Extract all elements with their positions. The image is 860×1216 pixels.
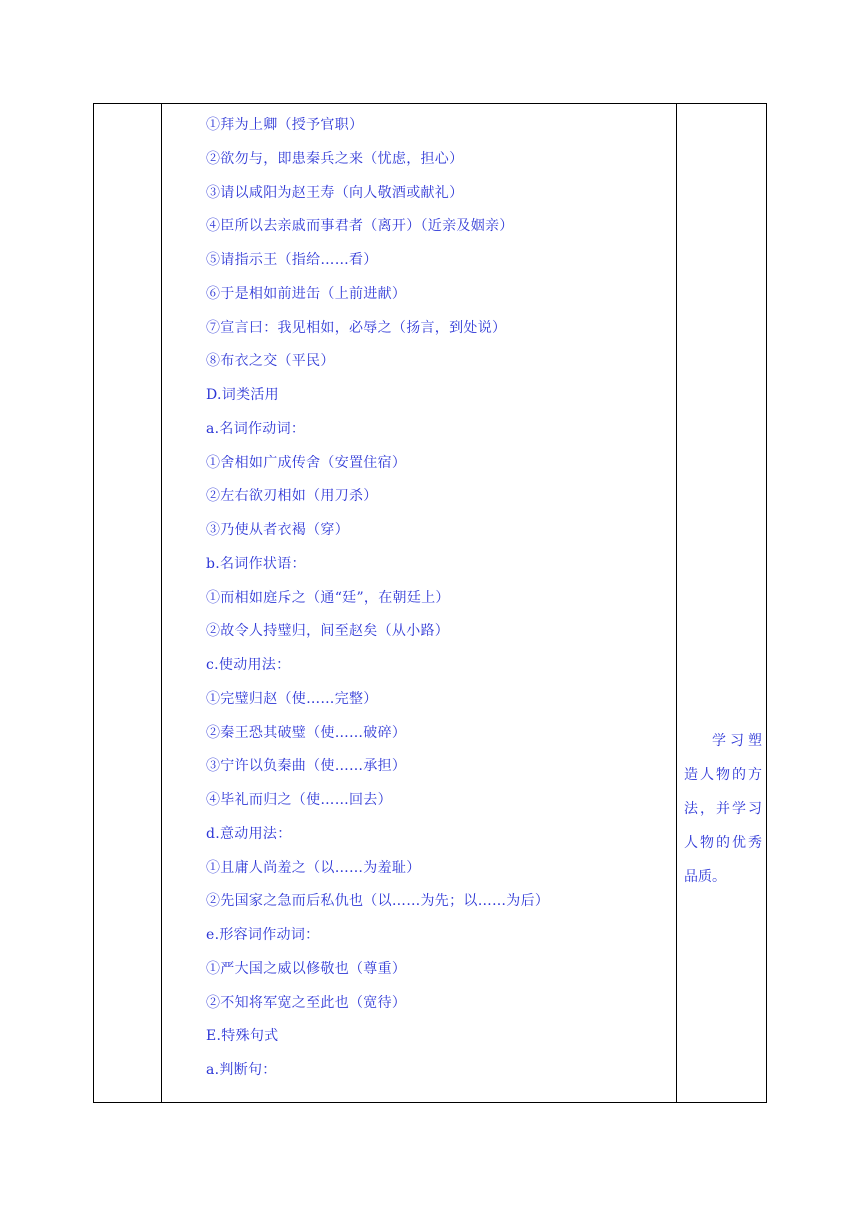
content-line: ①而相如庭斥之（通“廷”，在朝廷上）	[206, 589, 450, 606]
content-line: ④臣所以去亲戚而事君者（离开）（近亲及姻亲）	[206, 218, 514, 235]
column-divider-right	[676, 104, 677, 1102]
content-line: ③宁许以负秦曲（使……承担）	[206, 758, 407, 775]
content-line: ②先国家之急而后私仇也（以……为先；以……为后）	[206, 893, 550, 910]
subsection-heading: b.名词作状语：	[206, 555, 306, 572]
content-line: ②故令人持璧归，间至赵矣（从小路）	[206, 623, 450, 640]
content-line: ⑧布衣之交（平民）	[206, 353, 335, 370]
content-line: ②不知将军宽之至此也（宽待）	[206, 994, 407, 1011]
content-line: ①且庸人尚羞之（以……为羞耻）	[206, 859, 421, 876]
subsection-heading: e.形容词作动词：	[206, 927, 320, 943]
content-line: ⑤请指示王（指给……看）	[206, 252, 378, 268]
subsection-heading: a.名词作动词：	[206, 420, 306, 437]
content-line: ⑦宣言曰：我见相如，必辱之（扬言，到处说）	[206, 319, 507, 336]
content-line: ④毕礼而归之（使……回去）	[206, 792, 392, 808]
content-line: ①严大国之威以修敬也（尊重）	[206, 960, 407, 977]
subsection-heading: a.判断句：	[206, 1062, 277, 1078]
content-line: ①拜为上卿（授予官职）	[206, 117, 364, 133]
section-heading: E.特殊句式	[206, 1028, 279, 1045]
content-line: ②左右欲刃相如（用刀杀）	[206, 488, 378, 505]
content-line: ③乃使从者衣褐（穿）	[206, 522, 349, 538]
content-line: ①完璧归赵（使……完整）	[206, 690, 378, 707]
content-line: ①舍相如广成传舍（安置住宿）	[206, 454, 407, 471]
section-heading: D.词类活用	[206, 387, 279, 403]
content-line: ②秦王恐其破璧（使……破碎）	[206, 724, 407, 741]
content-line: ③请以咸阳为赵王寿（向人敬酒或献礼）	[206, 184, 464, 201]
content-line: ⑥于是相如前进缶（上前进献）	[206, 285, 407, 302]
subsection-heading: d.意动用法：	[206, 825, 292, 842]
subsection-heading: c.使动用法：	[206, 657, 291, 673]
teaching-goal-note: 学习塑造人物的方法，并学习人物的优秀品质。	[684, 733, 762, 885]
lesson-table	[93, 103, 767, 1103]
content-line: ②欲勿与，即患秦兵之来（忧虑，担心）	[206, 150, 464, 167]
column-divider-left	[161, 104, 162, 1102]
